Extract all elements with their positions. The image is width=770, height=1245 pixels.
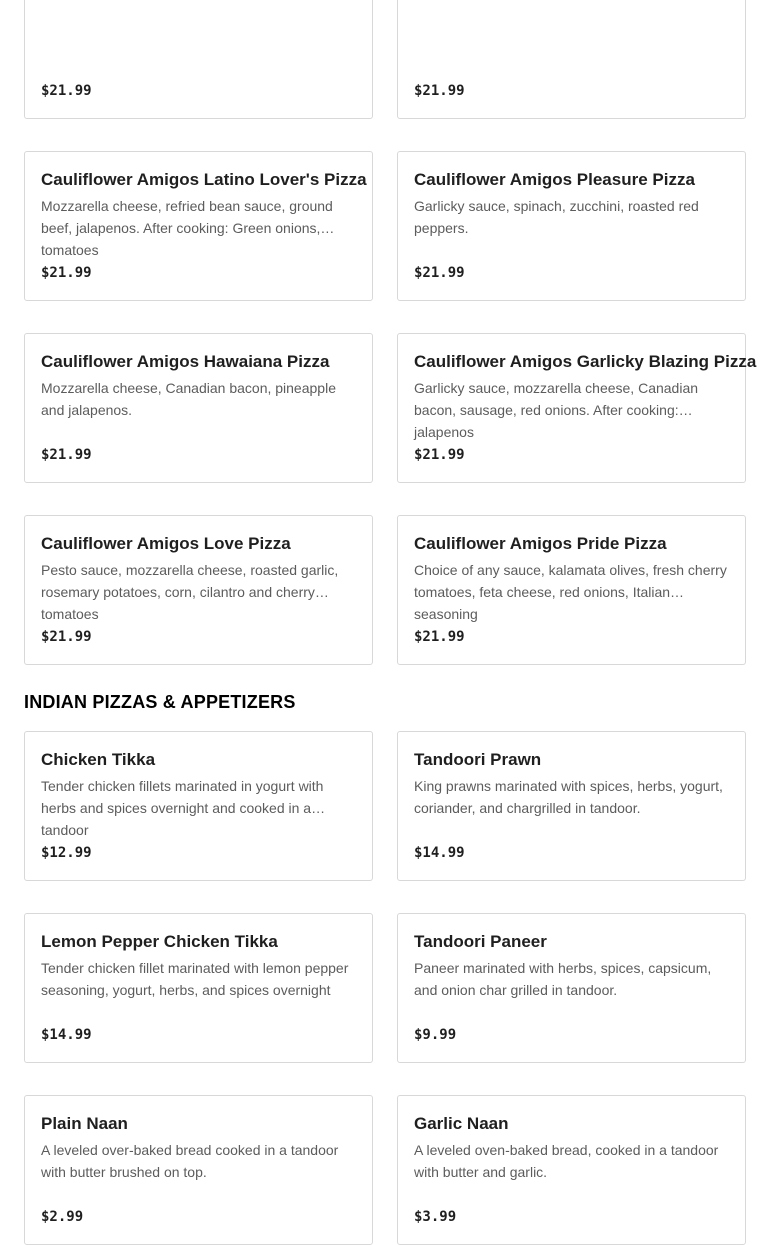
menu-item-card[interactable] <box>24 333 373 483</box>
menu-item-name: Plain Naan <box>41 1114 128 1133</box>
menu-item-card[interactable] <box>24 731 373 881</box>
menu-item-card[interactable] <box>397 0 746 119</box>
menu-item-description: A leveled oven-baked bread, cooked in a tandoor with butter and garlic. <box>414 1142 719 1180</box>
menu-item-card[interactable] <box>397 913 746 1063</box>
menu-item-name: Lemon Pepper Chicken Tikka <box>41 932 278 951</box>
menu-item-description: Garlicky sauce, spinach, zucchini, roasted red peppers. <box>414 198 699 236</box>
menu-item-name: Cauliflower Amigos Latino Lover's Pizza <box>41 170 367 189</box>
menu-item-description: A leveled over-baked bread cooked in a tandoor with butter brushed on top. <box>41 1142 339 1180</box>
menu-item-price: $14.99 <box>41 1027 92 1043</box>
menu-item-description: Pesto sauce, mozzarella cheese, roasted garlic, rosemary potatoes, corn, cilantro and cherry tomatoes <box>41 562 339 622</box>
menu-item-price: $21.99 <box>414 447 465 463</box>
menu-item-card[interactable] <box>397 731 746 881</box>
menu-item-price: $14.99 <box>414 845 465 861</box>
menu-item-card[interactable] <box>397 151 746 301</box>
menu-item-card[interactable] <box>397 333 757 483</box>
menu-item-description <box>41 0 356 35</box>
section-heading: INDIAN PIZZAS & APPETIZERS <box>24 692 296 712</box>
menu-item-price: $21.99 <box>41 83 92 99</box>
menu-item-card[interactable] <box>24 151 373 301</box>
menu-item-card[interactable] <box>24 515 373 665</box>
menu-item-description: Tender chicken fillet marinated with lemon pepper seasoning, yogurt, herbs, and spices overnight <box>41 960 349 998</box>
menu-item-description: Choice of any sauce, kalamata olives, fresh cherry tomatoes, feta cheese, red onions, Italian seasoning <box>414 562 727 622</box>
menu-item-card[interactable] <box>24 1095 373 1245</box>
menu-item-price: $9.99 <box>414 1027 457 1043</box>
menu-item-price: $3.99 <box>414 1209 457 1225</box>
menu-item-description: Tender chicken fillets marinated in yogurt with herbs and spices overnight and cooked in a tandoor <box>41 778 324 838</box>
menu-item-price: $21.99 <box>414 265 465 281</box>
menu-item-name: Cauliflower Amigos Garlicky Blazing Pizza <box>414 352 757 371</box>
menu-item-name: Tandoori Paneer <box>414 932 547 951</box>
menu-item-description: Paneer marinated with herbs, spices, capsicum, and onion char grilled in tandoor. <box>414 960 712 998</box>
menu-section-indian <box>0 731 770 1245</box>
menu-item-description: King prawns marinated with spices, herbs, yogurt, coriander, and chargrilled in tandoor. <box>414 778 723 816</box>
menu-item-name: Cauliflower Amigos Pleasure Pizza <box>414 170 695 189</box>
menu-item-price: $21.99 <box>414 629 465 645</box>
menu-item-description: Garlicky sauce, mozzarella cheese, Canadian bacon, sausage, red onions. After cooking: jalapenos <box>414 380 699 440</box>
menu-item-price: $21.99 <box>41 447 92 463</box>
menu-item-name: Cauliflower Amigos Love Pizza <box>41 534 291 553</box>
menu-item-price: $21.99 <box>41 265 92 281</box>
menu-item-name: Cauliflower Amigos Pride Pizza <box>414 534 667 553</box>
menu-item-card[interactable] <box>24 913 373 1063</box>
menu-item-description <box>414 0 729 35</box>
menu-item-card[interactable] <box>24 0 373 119</box>
menu-item-name: Chicken Tikka <box>41 750 156 769</box>
menu-item-name: Tandoori Prawn <box>414 750 542 769</box>
menu-item-price: $21.99 <box>41 629 92 645</box>
menu-item-price: $2.99 <box>41 1209 84 1225</box>
menu-item-name: Garlic Naan <box>414 1114 509 1133</box>
menu-item-card[interactable] <box>397 1095 746 1245</box>
menu-item-name: Cauliflower Amigos Hawaiana Pizza <box>41 352 330 371</box>
menu-item-description: Mozzarella cheese, Canadian bacon, pineapple and jalapenos. <box>41 380 336 418</box>
menu-item-price: $21.99 <box>414 83 465 99</box>
menu-item-card[interactable] <box>397 515 746 665</box>
menu-item-price: $12.99 <box>41 845 92 861</box>
menu-item-description: Mozzarella cheese, refried bean sauce, ground beef, jalapenos. After cooking: Green onions, tomatoes <box>41 198 333 258</box>
